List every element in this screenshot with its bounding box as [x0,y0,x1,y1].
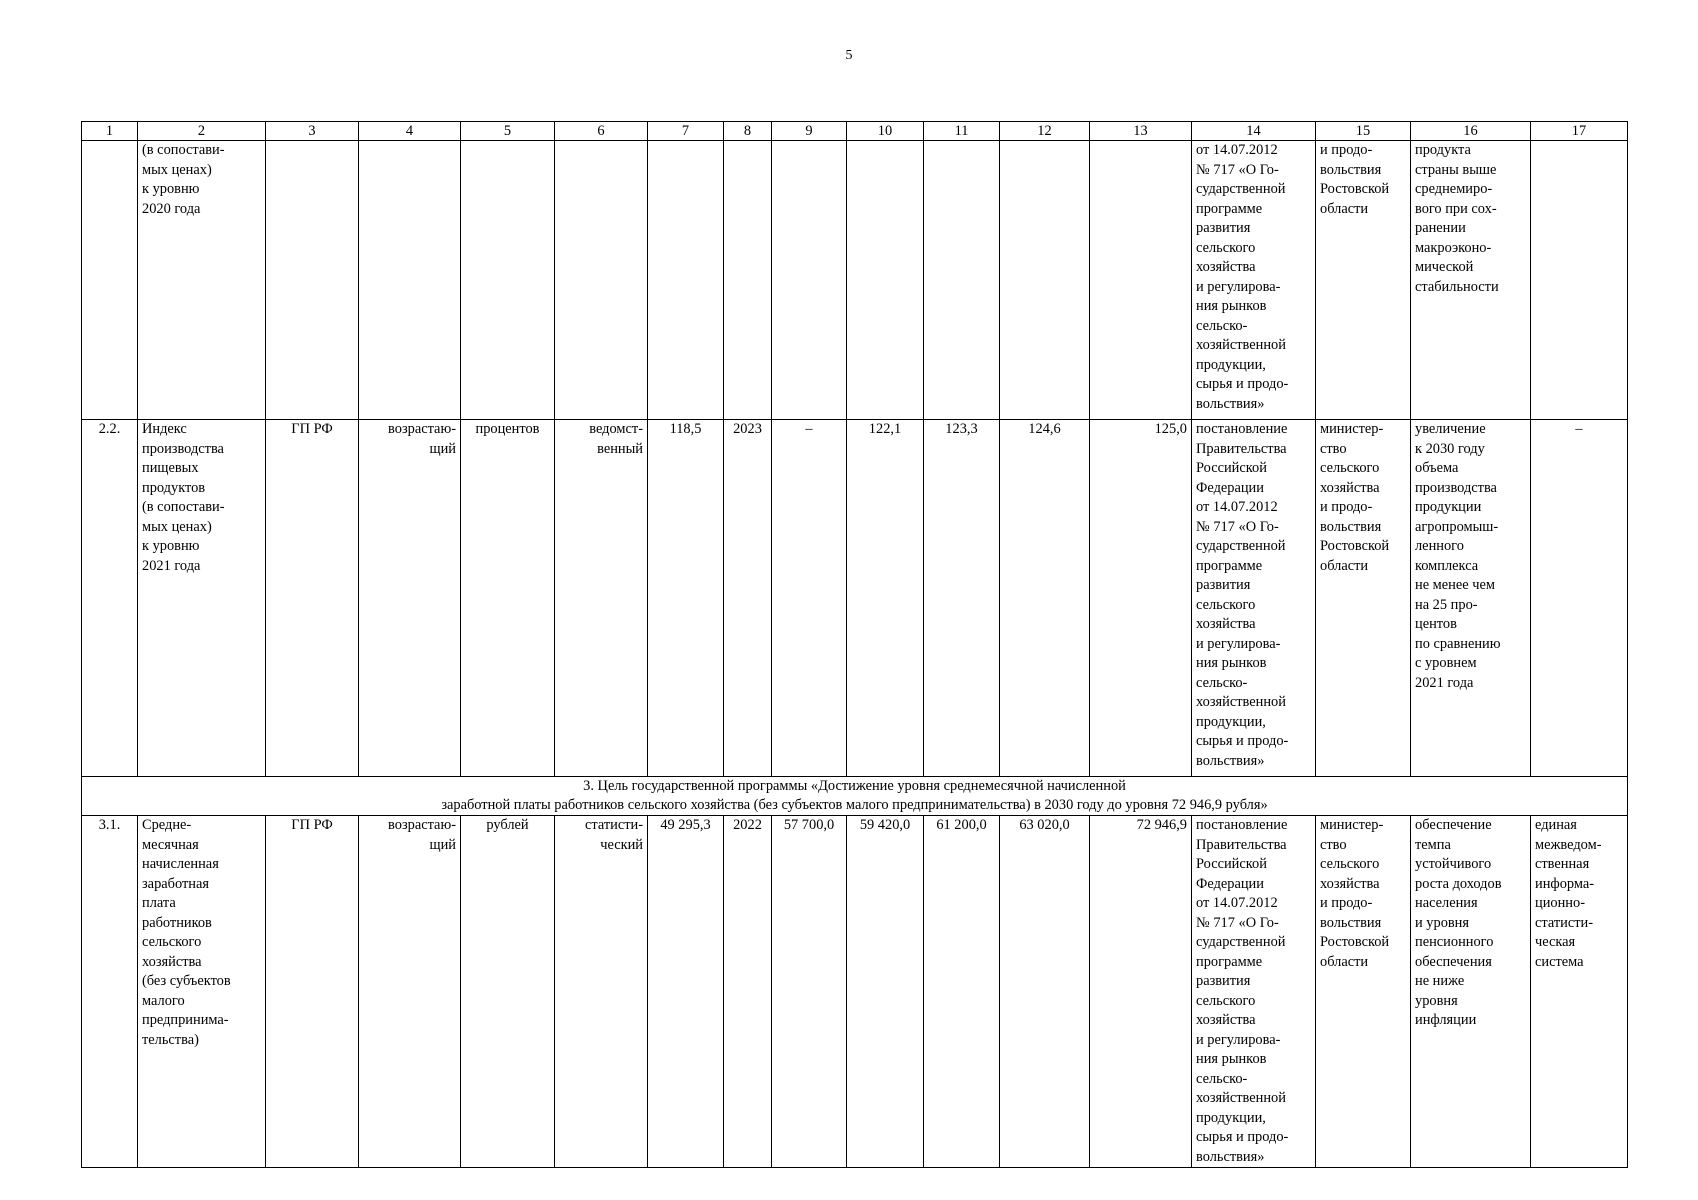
section-row-3 [82,777,1628,816]
indicator-name: (в сопостави- мых ценах) к уровню 2020 года [138,141,266,420]
table-row-3-1 [82,816,1628,1168]
link-to-goal: увеличение к 2030 году объема производства продукции агропромыш- ленного комплекса не менее чем на 25 про- центов по сравнению с уровнем 2021 года [1411,420,1531,777]
indicator-type: статисти- ческий [555,816,648,1168]
col-header: 9 [772,122,847,141]
value-col-13: 125,0 [1090,420,1192,777]
indicator-level: ГП РФ [266,420,359,777]
information-system: – [1531,420,1628,777]
indicator-name: Индекс производства пищевых продуктов (в сопостави- мых ценах) к уровню 2021 года [138,420,266,777]
table-row-continued [82,141,1628,420]
base-value: 118,5 [648,420,724,777]
table-row-2-2 [82,420,1628,777]
responsible-body: министер- ство сельского хозяйства и продо- вольствия Ростовской области [1316,816,1411,1168]
col-header: 17 [1531,122,1628,141]
col-header: 5 [461,122,555,141]
col-header: 11 [924,122,1000,141]
col-header: 16 [1411,122,1531,141]
value-col-11: 61 200,0 [924,816,1000,1168]
base-year: 2023 [724,420,772,777]
col-header: 12 [1000,122,1090,141]
col-header: 1 [82,122,138,141]
col-header: 14 [1192,122,1316,141]
indicator-name: Средне- месячная начисленная заработная плата работников сельского хозяйства (без субъектов малого предпринима- тельства) [138,816,266,1168]
value-col-9: 57 700,0 [772,816,847,1168]
col-header: 13 [1090,122,1192,141]
col-header: 2 [138,122,266,141]
row-number [82,141,138,420]
unit: процентов [461,420,555,777]
page-number: 5 [845,48,853,63]
indicator-level: ГП РФ [266,816,359,1168]
section-title: 3. Цель государственной программы «Достижение уровня среднемесячной начисленной заработной платы работников сельского хозяйства (без субъектов малого предпринимательства) в 2030 году до уровня 72 946,9 рубля» [82,777,1628,816]
col-header: 15 [1316,122,1411,141]
legal-basis: от 14.07.2012 № 717 «О Го- сударственной программе развития сельского хозяйства и регулирова- ния рынков сельско- хозяйственной продукции, сырья и продо- вольствия» [1192,141,1316,420]
col-header: 8 [724,122,772,141]
trend-direction: возрастаю- щий [359,816,461,1168]
value-col-10: 59 420,0 [847,816,924,1168]
row-number: 2.2. [82,420,138,777]
unit: рублей [461,816,555,1168]
column-number-row [82,122,1628,141]
base-value: 49 295,3 [648,816,724,1168]
col-header: 4 [359,122,461,141]
value-col-13: 72 946,9 [1090,816,1192,1168]
col-header: 7 [648,122,724,141]
value-col-10: 122,1 [847,420,924,777]
indicator-type: ведомст- венный [555,420,648,777]
information-system: единая межведом- ственная информа- ционно- статисти- ческая система [1531,816,1628,1168]
value-col-11: 123,3 [924,420,1000,777]
base-year: 2022 [724,816,772,1168]
value-col-12: 63 020,0 [1000,816,1090,1168]
col-header: 3 [266,122,359,141]
responsible-body: и продо- вольствия Ростовской области [1316,141,1411,420]
col-header: 10 [847,122,924,141]
link-to-goal: продукта страны выше среднемиро- вого при сох- ранении макроэконо- мической стабильности [1411,141,1531,420]
legal-basis: постановление Правительства Российской Федерации от 14.07.2012 № 717 «О Го- сударственной программе развития сельского хозяйства и регулирова- ния рынков сельско- хозяйственной продукции, сырья и продо- вольствия» [1192,420,1316,777]
link-to-goal: обеспечение темпа устойчивого роста доходов населения и уровня пенсионного обеспечения не ниже уровня инфляции [1411,816,1531,1168]
indicators-table [81,121,1628,1168]
value-col-12: 124,6 [1000,420,1090,777]
trend-direction: возрастаю- щий [359,420,461,777]
value-col-9: – [772,420,847,777]
col-header: 6 [555,122,648,141]
responsible-body: министер- ство сельского хозяйства и продо- вольствия Ростовской области [1316,420,1411,777]
row-number: 3.1. [82,816,138,1168]
legal-basis: постановление Правительства Российской Федерации от 14.07.2012 № 717 «О Го- сударственной программе развития сельского хозяйства и регулирова- ния рынков сельско- хозяйственной продукции, сырья и продо- вольствия» [1192,816,1316,1168]
